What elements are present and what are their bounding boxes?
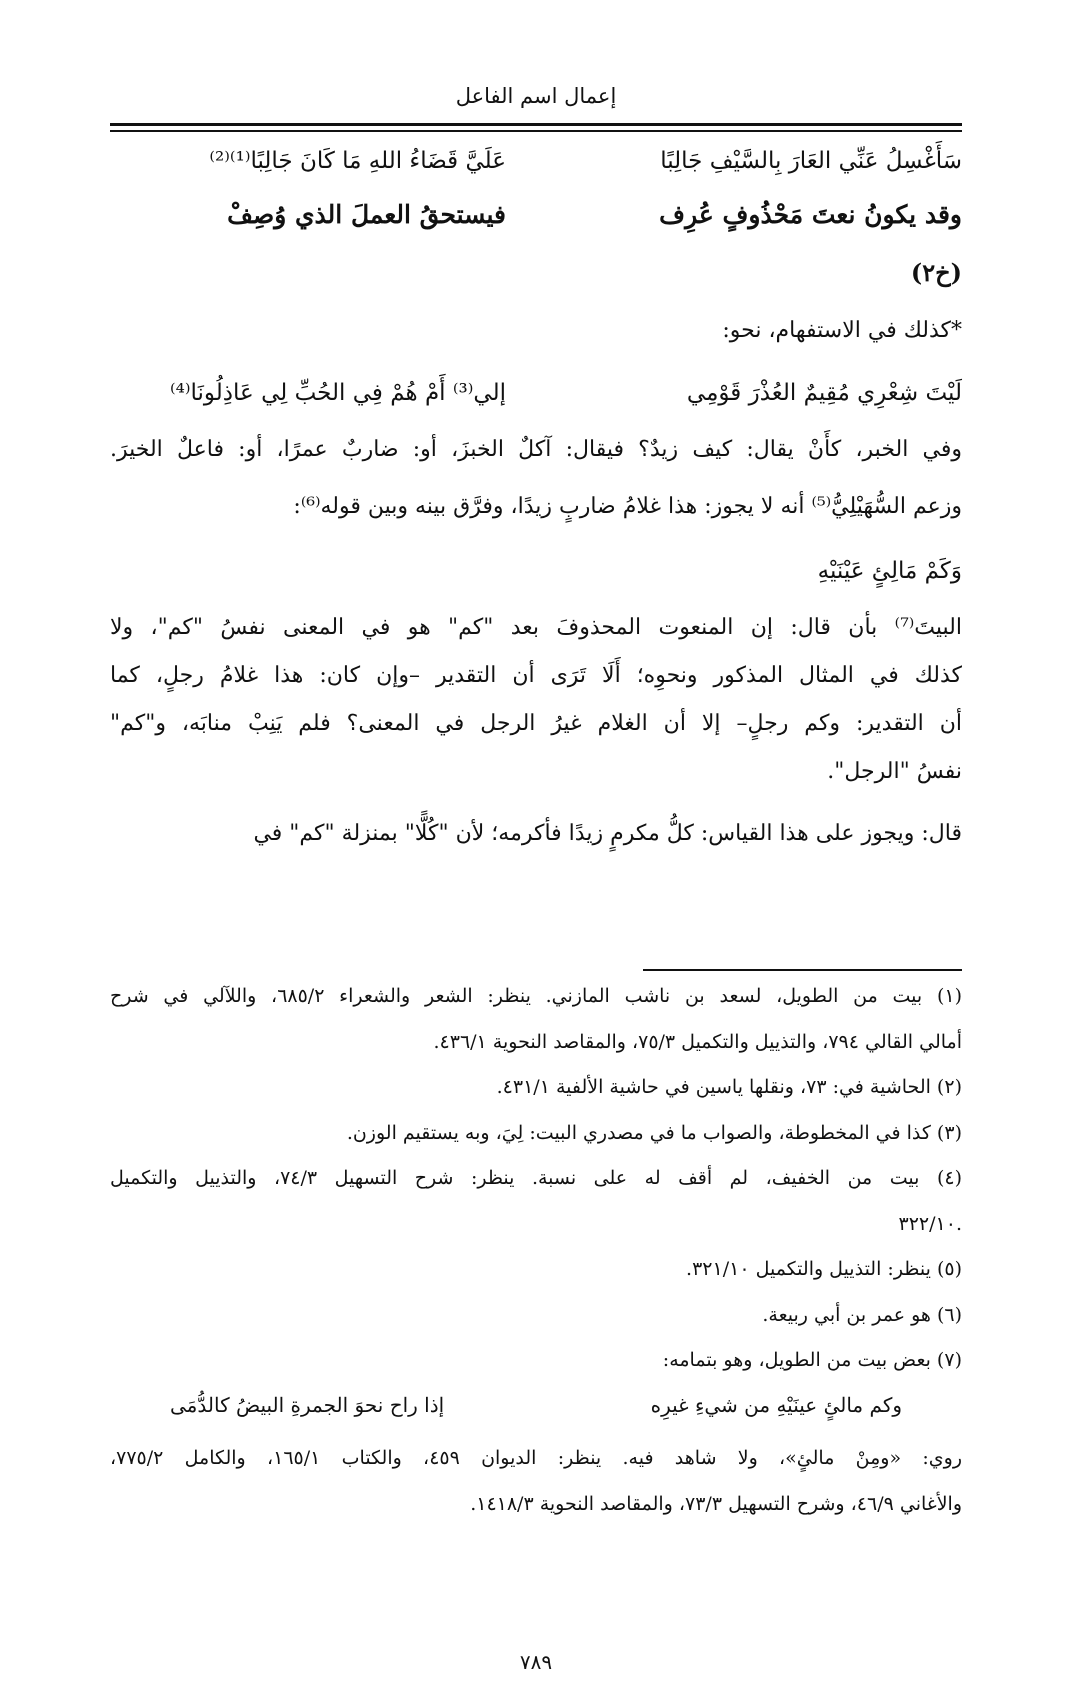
footnote-7-verse-second: إذا راح نحوَ الجمرةِ البيضُ كالدُّمَى xyxy=(170,1393,445,1417)
footnote-5: (٥) ينظر: التذييل والتكميل ٣٢١/١٠. xyxy=(686,1258,962,1280)
verse-1 xyxy=(110,141,962,181)
footnote-2: (٢) الحاشية في: ٧٣، ونقلها ياسين في حاشية الألفية ٤٣١/١. xyxy=(496,1076,962,1098)
paragraph-line-2: كذلك في المثال المذكور ونحوِه؛ أَلَا تَرَى أن التقدير –وإن كان: هذا غلامُ رجلٍ، كما xyxy=(110,663,962,688)
verse-3-second-hemistich: إلي⁽³⁾ أَمْ هُمْ فِي الحُبِّ لِي عَاذِلُونَا⁽⁴⁾ xyxy=(169,380,506,406)
verse-fragment: وَكَمْ مَالِئٍ عَيْنَيْهِ xyxy=(817,558,962,584)
paragraph-line-4: نفسُ "الرجل". xyxy=(827,759,962,784)
footnote-separator xyxy=(643,969,962,971)
verse-2 xyxy=(110,194,962,234)
line-suhayli: وزعم السُّهَيْلِيُّ⁽⁵⁾ أنه لا يجوز: هذا غلامُ ضاربٍ زيدًا، وفرَّق بينه وبين قوله⁽⁶⁾: xyxy=(293,494,962,519)
footnote-4-line-2: .٣٢٢/١٠ xyxy=(898,1213,962,1235)
page-number: ٧٨٩ xyxy=(519,1650,553,1674)
verse-2-first-hemistich: وقد يكونُ نعتَ مَحْذُوفٍ عُرِف xyxy=(659,199,962,229)
footnote-3: (٣) كذا في المخطوطة، والصواب ما في مصدري البيت: لِيَ، وبه يستقيم الوزن. xyxy=(346,1122,962,1144)
verse-1-second-hemistich: عَلَيَّ قَضَاءُ اللهِ مَا كَانَ جَالِبًا⁽¹⁾⁽²⁾ xyxy=(209,148,506,174)
verse-3 xyxy=(110,373,962,413)
footnote-7-verse xyxy=(170,1388,902,1422)
paragraph-line-3: أن التقدير: وكم رجلٍ– إلا أن الغلام غيرُ الرجل في المعنى؟ فلم يَنِبْ منابَه، و"كم" xyxy=(110,711,962,736)
footnote-4-line-1: (٤) بيت من الخفيف، لم أقف له على نسبة. ينظر: شرح التسهيل ٧٤/٣، والتذييل والتكميل xyxy=(110,1167,962,1189)
paragraph-line-1: البيتَ⁽⁷⁾ بأن قال: إن المنعوت المحذوفَ بعد "كم" هو في المعنى نفسُ "كم"، ولا xyxy=(110,615,962,640)
footnote-7-verse-first: وكم مالئٍ عينَيْهِ من شيءِ غيرِه xyxy=(650,1393,902,1417)
footnote-7-rest-line-1: روي: «ومِنْ مالئٍ»، ولا شاهد فيه. ينظر: الديوان ٤٥٩، والكتاب ١٦٥/١، والكامل ٧٧٥/٢، xyxy=(110,1447,962,1469)
footnote-7: (٧) بعض بيت من الطويل، وهو بتمامه: xyxy=(662,1349,962,1371)
header-rule-thin xyxy=(110,130,962,132)
footnote-6: (٦) هو عمر بن أبي ربيعة. xyxy=(762,1304,962,1326)
line-qala: قال: ويجوز على هذا القياس: كلُّ مكرمٍ زيدًا فأكرمه؛ لأن "كُلًّا" بمنزلة "كم" في xyxy=(253,821,962,846)
verse-2-second-hemistich: فيستحقُ العملَ الذي وُصِفْ xyxy=(227,199,506,229)
verse-2-tag: (خ٢) xyxy=(910,258,962,287)
verse-3-first-hemistich: لَيْتَ شِعْرِي مُقِيمٌ العُذْرَ قَوْمِي xyxy=(686,380,962,406)
footnote-7-rest-line-2: والأغاني ٤٦/٩، وشرح التسهيل ٧٣/٣، والمقاصد النحوية ١٤١٨/٣. xyxy=(470,1493,962,1515)
line-khabar: وفي الخبر، كأَنْ يقال: كيف زيدٌ؟ فيقال: آكلٌ الخبزَ، أو: ضاربٌ عمرًا، أو: فاعلٌ الخيرَ. xyxy=(110,437,962,462)
line-istifham: *كذلك في الاستفهام، نحو: xyxy=(722,318,962,343)
running-header: إعمال اسم الفاعل xyxy=(455,84,617,108)
verse-1-first-hemistich: سَأَغْسِلُ عَنِّي العَارَ بِالسَّيْفِ جَالِبًا xyxy=(660,148,962,174)
footnote-1-line-2: أمالي القالي ٧٩٤، والتذييل والتكميل ٧٥/٣، والمقاصد النحوية ٤٣٦/١. xyxy=(433,1031,962,1053)
header-rule-thick xyxy=(110,123,962,126)
footnote-1-line-1: (١) بيت من الطويل، لسعد بن ناشب المازني. ينظر: الشعر والشعراء ٦٨٥/٢، واللآلي في شرح xyxy=(110,985,963,1007)
